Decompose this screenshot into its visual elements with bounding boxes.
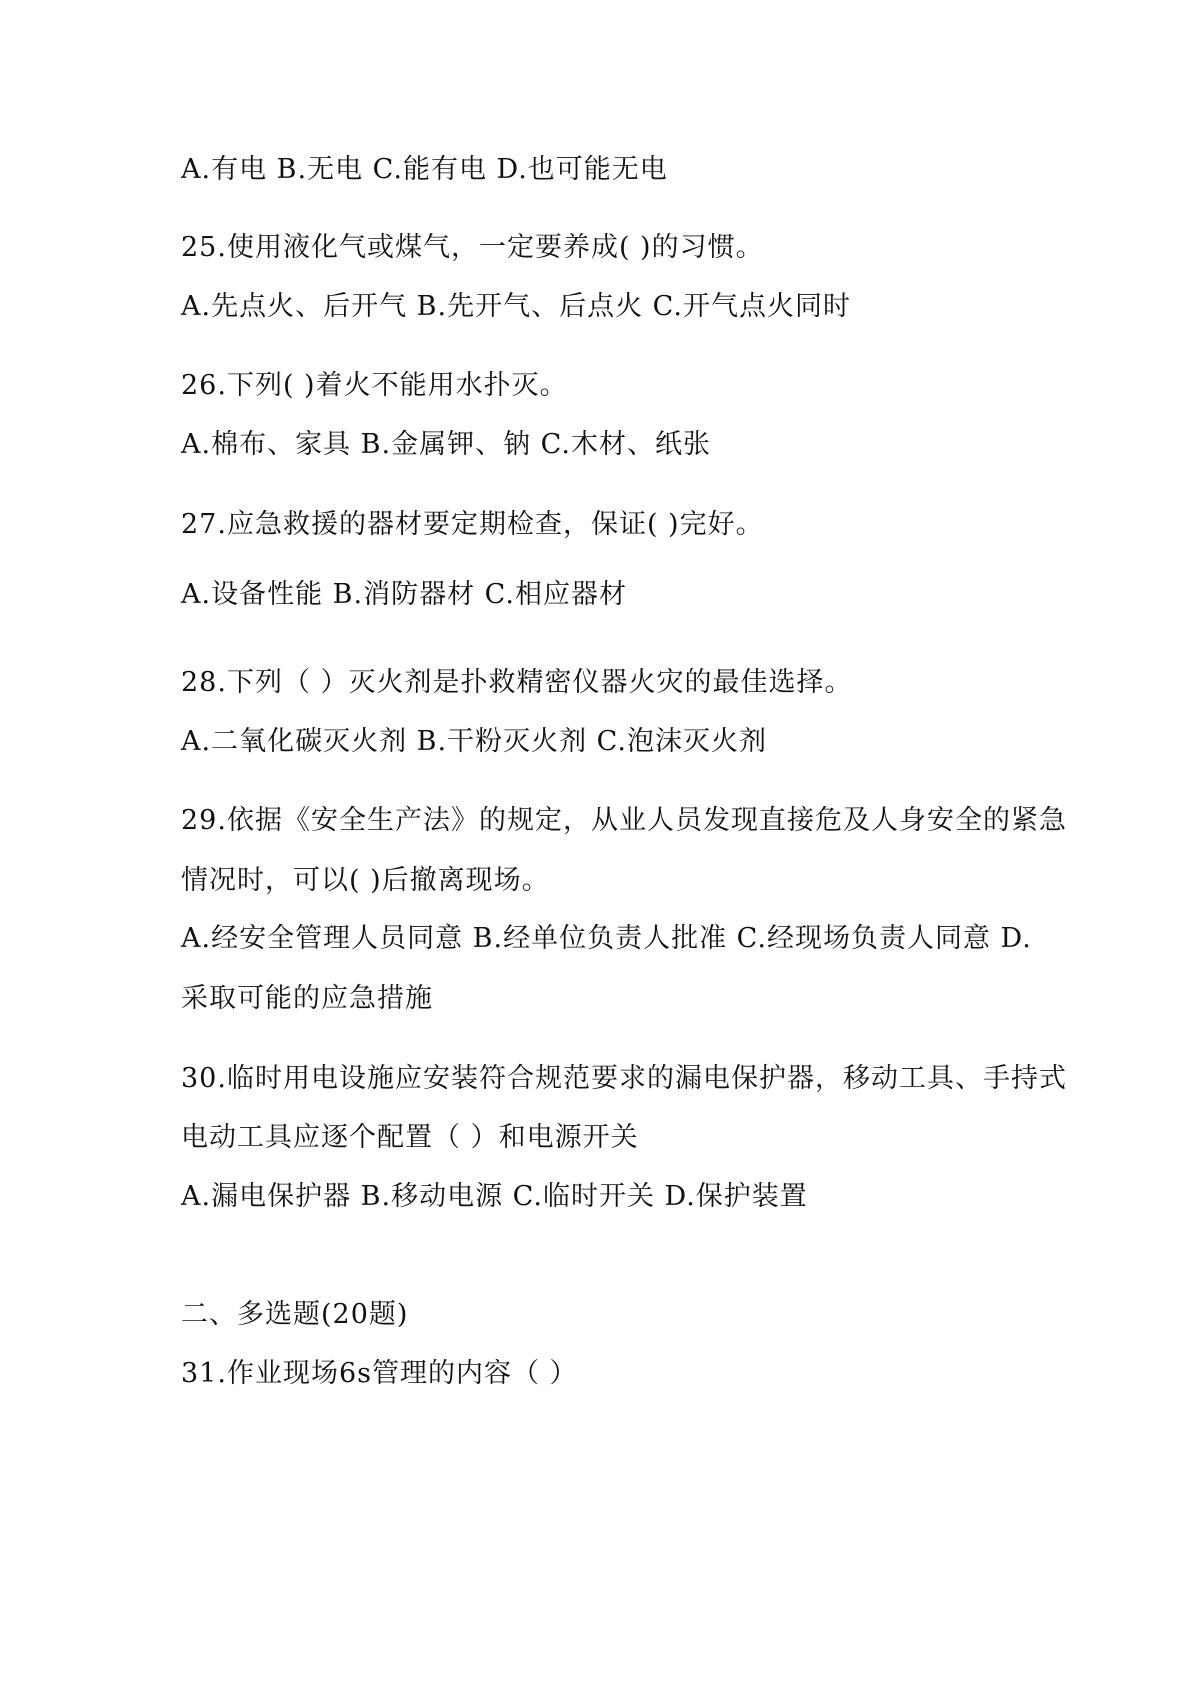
q26-question: 26.下列( )着火不能用水扑灭。 xyxy=(181,370,568,401)
q30-options: A.漏电保护器 B.移动电源 C.临时开关 D.保护装置 xyxy=(181,1181,808,1212)
q29-question-line2: 情况时，可以( )后撤离现场。 xyxy=(181,865,550,896)
q30-question-line1: 30.临时用电设施应安装符合规范要求的漏电保护器，移动工具、手持式 xyxy=(181,1063,1067,1094)
q29-options-line1: A.经安全管理人员同意 B.经单位负责人批准 C.经现场负责人同意 D. xyxy=(181,923,1032,954)
q27-options: A.设备性能 B.消防器材 C.相应器材 xyxy=(181,579,627,610)
q28-question: 28.下列（ ）灭火剂是扑救精密仪器火灾的最佳选择。 xyxy=(181,667,853,698)
q29-options-line2: 采取可能的应急措施 xyxy=(181,983,433,1014)
q31-question: 31.作业现场6s管理的内容（ ） xyxy=(181,1358,578,1389)
section-heading: 二、多选题(20题) xyxy=(181,1299,409,1330)
q30-question-line2: 电动工具应逐个配置（ ）和电源开关 xyxy=(181,1122,639,1153)
q24-options: A.有电 B.无电 C.能有电 D.也可能无电 xyxy=(181,154,668,185)
q26-options: A.棉布、家具 B.金属钾、钠 C.木材、纸张 xyxy=(181,429,711,460)
q28-options: A.二氧化碳灭火剂 B.干粉灭火剂 C.泡沫灭火剂 xyxy=(181,726,767,757)
q27-question: 27.应急救援的器材要定期检查，保证( )完好。 xyxy=(181,509,764,540)
q29-question-line1: 29.依据《安全生产法》的规定，从业人员发现直接危及人身安全的紧急 xyxy=(181,805,1067,836)
q25-question: 25.使用液化气或煤气，一定要养成( )的习惯。 xyxy=(181,232,764,263)
q25-options: A.先点火、后开气 B.先开气、后点火 C.开气点火同时 xyxy=(181,291,851,322)
